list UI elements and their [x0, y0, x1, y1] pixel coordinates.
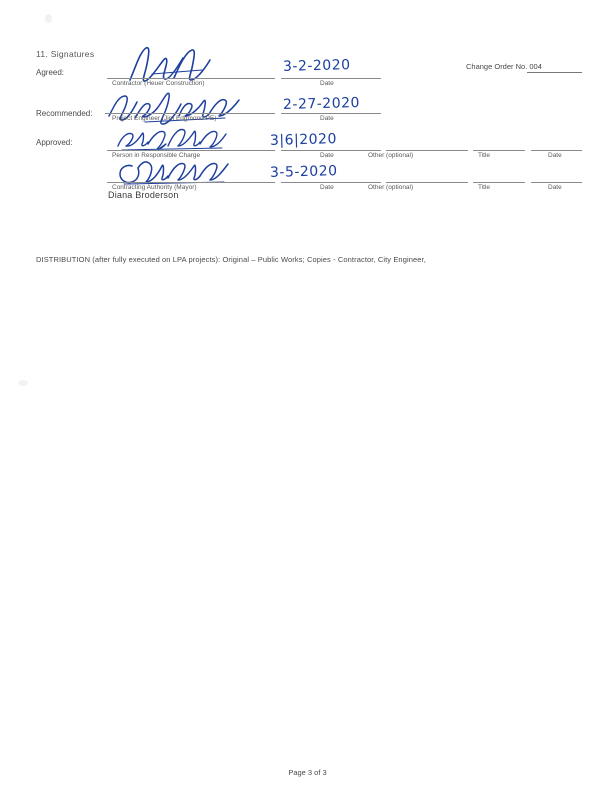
signature-line-contractor: [107, 78, 275, 79]
date-line-responsible-charge: [281, 150, 381, 151]
date2-line-responsible-charge: [531, 150, 582, 151]
caption-title-contracting-authority: Title: [478, 184, 491, 191]
row-label-agreed: Agreed:: [36, 68, 65, 77]
date-value-responsible-charge: 3|6|2020: [269, 131, 338, 149]
caption-other-responsible-charge: Other (optional): [368, 152, 414, 159]
date-line-project-engineer: [281, 113, 381, 114]
change-order-number: [466, 62, 542, 71]
caption-date2-contracting-authority: Date: [548, 184, 562, 191]
typed-name-contracting-authority: Diana Broderson: [108, 190, 179, 200]
date-line-contracting-authority: [281, 182, 381, 183]
change-order-value: 004: [529, 62, 542, 71]
date-value-contractor: 3-2-2020: [282, 57, 351, 75]
other-line-responsible-charge: [386, 150, 468, 151]
caption-other-contracting-authority: Other (optional): [368, 184, 414, 191]
caption-date-responsible-charge: Date: [320, 152, 334, 159]
date-line-contractor: [281, 78, 381, 79]
caption-title-responsible-charge: Title: [478, 152, 491, 159]
caption-date2-responsible-charge: Date: [548, 152, 562, 159]
signature-line-contracting-authority: [107, 182, 275, 183]
scan-artifact: [45, 14, 52, 23]
scan-artifact: [18, 380, 28, 386]
change-order-rule: [527, 72, 582, 73]
other-line-contracting-authority: [386, 182, 468, 183]
title-line-contracting-authority: [473, 182, 525, 183]
caption-project-engineer: Project Engineer (Jim Edgmond PE): [112, 115, 217, 122]
page-footer: Page 3 of 3: [288, 768, 327, 777]
change-order-label: Change Order No.: [466, 62, 528, 71]
caption-date-contracting-authority: Date: [320, 184, 334, 191]
date2-line-contracting-authority: [531, 182, 582, 183]
date-value-contracting-authority: 3-5-2020: [269, 163, 338, 181]
title-line-responsible-charge: [473, 150, 525, 151]
caption-date-project-engineer: Date: [320, 115, 334, 122]
row-label-recommended: Recommended:: [36, 109, 93, 118]
caption-contractor: Contractor (Heuer Construction): [112, 80, 205, 87]
date-value-project-engineer: 2-27-2020: [282, 94, 361, 114]
signature-line-project-engineer: [105, 113, 275, 114]
caption-date-contractor: Date: [320, 80, 334, 87]
row-label-approved: Approved:: [36, 138, 73, 147]
caption-contracting-authority: Contracting Authority (Mayor): [112, 184, 197, 191]
caption-responsible-charge: Person in Responsible Charge: [112, 152, 201, 159]
section-title: 11. Signatures: [36, 49, 95, 59]
signature-line-responsible-charge: [107, 150, 275, 151]
distribution-note: DISTRIBUTION (after fully executed on LPA projects): Original – Public Works; Copies - Contractor, City Engineer,: [36, 255, 426, 264]
